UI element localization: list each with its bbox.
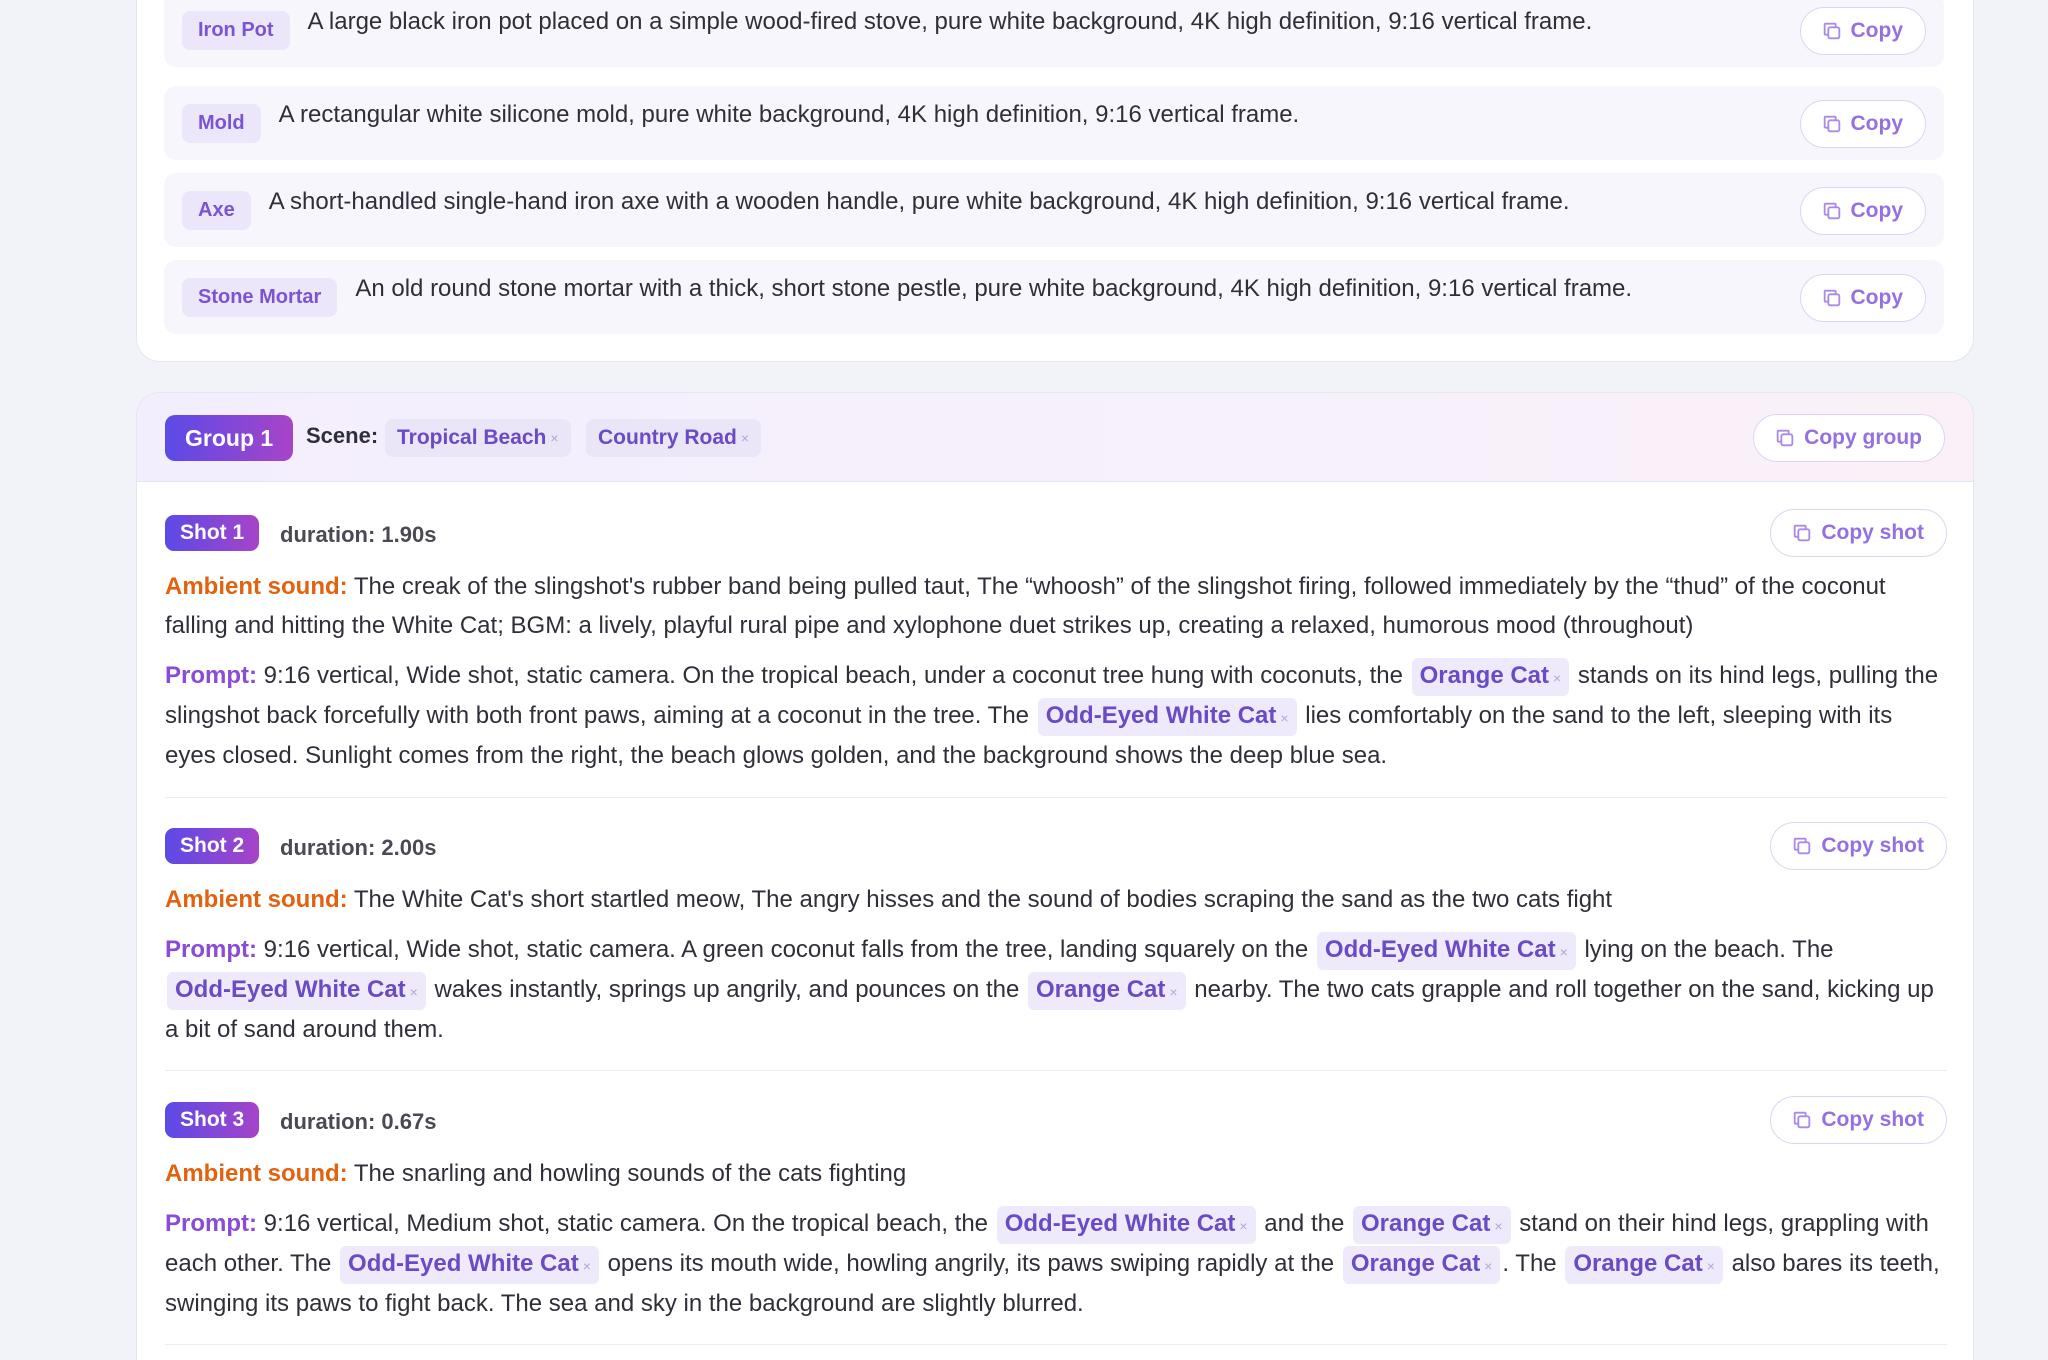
scene-chip-tropical-beach	[385, 419, 571, 457]
shot-badge: Shot 2	[165, 828, 259, 864]
copy-icon	[1791, 522, 1813, 544]
prompt-text: lies comfortably on the sand to the left, sleeping with its eyes closed. Sunlight comes from the right, the beach glows golden, and the background shows the deep blue sea.	[165, 702, 1893, 769]
remove-icon[interactable]: ×	[1706, 1258, 1715, 1274]
prompt-text: stand on their hind legs, grappling with each other. The	[165, 1210, 1929, 1277]
entity-chip	[1353, 1206, 1511, 1244]
prompt-label: Prompt:	[165, 662, 257, 689]
prompt-text: 9:16 vertical, Wide shot, static camera. A green coconut falls from the tree, landing squarely on the	[263, 936, 1309, 963]
prop-tag: Axe	[182, 191, 251, 230]
entity-chip	[1028, 972, 1186, 1010]
prop-row-iron-pot	[164, 0, 1944, 67]
prompt-text: lying on the beach. The	[1584, 936, 1834, 963]
entity-label: Odd-Eyed White Cat	[1004, 1210, 1236, 1237]
prop-tag: Iron Pot	[182, 11, 290, 50]
shot-badge: Shot 3	[165, 1102, 259, 1138]
entity-chip	[1343, 1246, 1501, 1284]
entity-label: Orange Cat	[1360, 1210, 1491, 1237]
copy-icon	[1791, 1109, 1813, 1131]
entity-chip	[997, 1206, 1256, 1244]
divider	[165, 1070, 1947, 1071]
copy-label: Copy	[1850, 286, 1903, 309]
remove-icon[interactable]: ×	[1280, 710, 1289, 726]
prop-row-axe	[164, 173, 1944, 247]
copy-icon	[1821, 20, 1843, 42]
shot-duration: duration: 0.67s	[280, 1109, 437, 1134]
entity-chip	[167, 972, 426, 1010]
prompt-text: also bares its teeth, swinging its paws to fight back. The sea and sky in the background are slightly blurred.	[165, 1250, 1940, 1317]
prompt-label: Prompt:	[165, 936, 257, 963]
ambient-sound	[165, 880, 1947, 919]
shot-duration: duration: 1.90s	[280, 522, 437, 547]
shot-header	[165, 1096, 1947, 1144]
prompt-text: wakes instantly, springs up angrily, and pounces on the	[434, 976, 1020, 1003]
prompt-text: nearby. The two cats grapple and roll together on the sand, kicking up a bit of sand around them.	[165, 976, 1934, 1043]
ambient-sound	[165, 1154, 1947, 1193]
remove-icon[interactable]: ×	[1484, 1258, 1493, 1274]
copy-shot-label: Copy shot	[1821, 521, 1924, 544]
prompt-text: . The	[1502, 1250, 1557, 1277]
prompt-label: Prompt:	[165, 1210, 257, 1237]
copy-group-label: Copy group	[1804, 426, 1922, 449]
entity-chip	[1317, 932, 1576, 970]
entity-chip	[340, 1246, 599, 1284]
ambient-sound	[165, 567, 1947, 645]
entity-label: Orange Cat	[1573, 1250, 1703, 1277]
entity-label: Odd-Eyed White Cat	[1045, 702, 1277, 729]
shot-duration: duration: 2.00s	[280, 835, 437, 860]
copy-icon	[1821, 113, 1843, 135]
prompt-text: 9:16 vertical, Wide shot, static camera. On the tropical beach, under a coconut tree hung with coconuts, the	[263, 662, 1403, 689]
entity-label: Odd-Eyed White Cat	[175, 976, 406, 1003]
entity-label: Orange Cat	[1350, 1250, 1481, 1277]
scene-chip-country-road	[586, 419, 761, 457]
copy-button[interactable]	[1800, 7, 1927, 55]
entity-label: Orange Cat	[1419, 662, 1550, 689]
prop-tag: Stone Mortar	[182, 278, 337, 317]
shot-1	[165, 509, 1947, 775]
copy-label: Copy	[1850, 19, 1903, 42]
prompt-text: and the	[1264, 1210, 1345, 1237]
scene-chip-label: Tropical Beach	[397, 426, 547, 449]
ambient-text: The snarling and howling sounds of the cats fighting	[353, 1160, 907, 1187]
remove-icon[interactable]: ×	[740, 430, 750, 446]
ambient-label: Ambient sound:	[165, 1160, 348, 1187]
scene-chip-label: Country Road	[598, 426, 737, 449]
prompt	[165, 930, 1947, 1049]
remove-icon[interactable]: ×	[1239, 1218, 1248, 1234]
group-card	[136, 392, 1974, 1360]
prompt	[165, 656, 1947, 775]
prop-tag: Mold	[182, 104, 261, 143]
copy-icon	[1774, 427, 1796, 449]
shot-header	[165, 509, 1947, 557]
prop-description: A rectangular white silicone mold, pure white background, 4K high definition, 9:16 vertical frame.	[278, 101, 1300, 128]
group-badge: Group 1	[165, 415, 293, 461]
entity-chip	[1038, 698, 1297, 736]
copy-icon	[1821, 287, 1843, 309]
copy-shot-label: Copy shot	[1821, 834, 1924, 857]
entity-label: Orange Cat	[1036, 976, 1166, 1003]
copy-label: Copy	[1850, 199, 1903, 222]
ambient-label: Ambient sound:	[165, 573, 348, 600]
copy-shot-button[interactable]	[1770, 822, 1947, 870]
shot-badge: Shot 1	[165, 515, 259, 551]
copy-shot-button[interactable]	[1770, 509, 1947, 557]
copy-icon	[1791, 835, 1813, 857]
remove-icon[interactable]: ×	[1494, 1218, 1503, 1234]
remove-icon[interactable]: ×	[409, 984, 418, 1000]
remove-icon[interactable]: ×	[1169, 984, 1178, 1000]
remove-icon[interactable]: ×	[1553, 670, 1562, 686]
divider	[165, 797, 1947, 798]
shot-3	[165, 1096, 1947, 1323]
copy-button[interactable]	[1800, 274, 1927, 322]
remove-icon[interactable]: ×	[1559, 944, 1568, 960]
prop-row-stone-mortar	[164, 260, 1944, 334]
prop-description: An old round stone mortar with a thick, short stone pestle, pure white background, 4K high definition, 9:16 vertical frame.	[355, 275, 1633, 302]
entity-label: Odd-Eyed White Cat	[348, 1250, 579, 1277]
ambient-text: The creak of the slingshot's rubber band being pulled taut, The “whoosh” of the slingshot firing, followed immediately by the “thud” of the coconut falling and hitting the White Cat; BGM: a lively, playful rural pipe and xylophone duet strikes up, creating a relaxed, humorous mood (throughout)	[165, 573, 1886, 639]
divider	[165, 1344, 1947, 1345]
prompt-text: 9:16 vertical, Medium shot, static camera. On the tropical beach, the	[263, 1210, 989, 1237]
scene-label: Scene:	[306, 423, 379, 448]
prompt-text: stands on its hind legs, pulling the slingshot back forcefully with both front paws, aiming at a coconut in the tree. The	[165, 662, 1939, 729]
remove-icon[interactable]: ×	[582, 1258, 591, 1274]
ambient-label: Ambient sound:	[165, 886, 348, 913]
entity-chip	[1565, 1246, 1723, 1284]
shot-header	[165, 822, 1947, 870]
copy-group-button[interactable]	[1753, 414, 1945, 462]
entity-chip	[1412, 658, 1570, 696]
copy-label: Copy	[1850, 112, 1903, 135]
prompt-text: opens its mouth wide, howling angrily, its paws swiping rapidly at the	[607, 1250, 1335, 1277]
copy-button[interactable]	[1800, 187, 1927, 235]
ambient-text: The White Cat's short startled meow, The angry hisses and the sound of bodies scraping the sand as the two cats fight	[353, 886, 1613, 913]
copy-shot-label: Copy shot	[1821, 1108, 1924, 1131]
copy-icon	[1821, 200, 1843, 222]
remove-icon[interactable]: ×	[550, 430, 559, 446]
prop-row-mold	[164, 86, 1944, 160]
prop-description: A large black iron pot placed on a simple wood-fired stove, pure white background, 4K high definition, 9:16 vertical frame.	[307, 8, 1593, 35]
copy-button[interactable]	[1800, 100, 1927, 148]
prompt	[165, 1204, 1947, 1323]
prop-description: A short-handled single-hand iron axe with a wooden handle, pure white background, 4K high definition, 9:16 vertical frame.	[268, 188, 1570, 215]
copy-shot-button[interactable]	[1770, 1096, 1947, 1144]
shot-2	[165, 822, 1947, 1049]
entity-label: Odd-Eyed White Cat	[1324, 936, 1556, 963]
group-header	[137, 393, 1973, 482]
